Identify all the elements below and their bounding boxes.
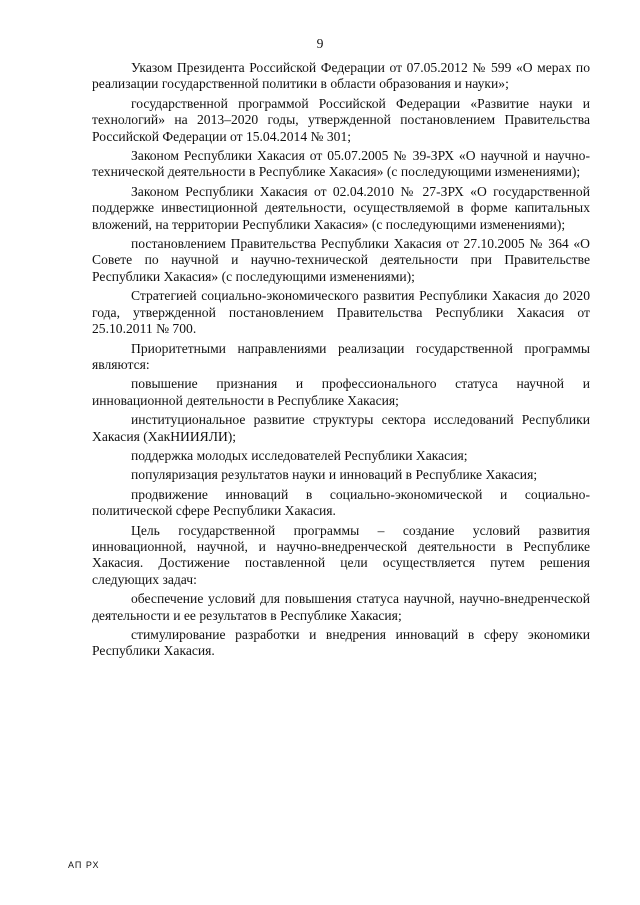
paragraph: поддержка молодых исследователей Республики Хакасия; — [131, 447, 468, 463]
paragraph: постановлением Правительства Республики Хакасия от 27.10.2005 № 364 «О Совете по научной и научно-технической деятельности при Правительстве Республики Хакасия» (с последующими изменениями); — [92, 236, 590, 284]
paragraph: Законом Республики Хакасия от 02.04.2010 № 27-ЗРХ «О государственной поддержке инвестиционной деятельности, осуществляемой в форме капитальных вложений, на территории Республики Хакасия» (с последующими изменениями); — [92, 183, 590, 232]
paragraph: продвижение инноваций в социально-экономической и социально-политической сфере Республики Хакасия. — [92, 486, 590, 519]
paragraph: повышение признания и профессионального статуса научной и инновационной деятельности в Республике Хакасия; — [92, 376, 590, 408]
paragraph: Цель государственной программы – создание условий развития инновационной, научной, и научно-внедренческой деятельности в Республике Хакасия. Достижение поставленной цели осуществляется путем решения следующих задач: — [92, 522, 590, 587]
paragraph: государственной программой Российской Федерации «Развитие науки и технологий» на 2013–2020 годы, утвержденной постановлением Правительства Российской Федерации от 15.04.2014 № 301; — [92, 95, 590, 144]
paragraph: Указом Президента Российской Федерации от 07.05.2012 № 599 «О мерах по реализации государственной политики в области образования и науки»; — [92, 60, 590, 92]
paragraph: популяризация результатов науки и инноваций в Республике Хакасия; — [131, 467, 538, 483]
paragraph: стимулирование разработки и внедрения инноваций в сферу экономики Республики Хакасия. — [92, 627, 590, 659]
paragraph: Приоритетными направлениями реализации государственной программы являются: — [92, 340, 590, 372]
paragraph: институциональное развитие структуры сектора исследований Республики Хакасия (ХакНИИЯЛИ); — [92, 412, 590, 444]
document-body — [92, 60, 590, 663]
footer-mark: АП РХ — [68, 860, 100, 870]
page-number: 9 — [316, 36, 324, 51]
paragraph: Законом Республики Хакасия от 05.07.2005 № 39-ЗРХ «О научной и научно-технической деятельности в Республике Хакасия» (с последующими изменениями); — [92, 148, 590, 180]
paragraph: Стратегией социально-экономического развития Республики Хакасия до 2020 года, утвержденной постановлением Правительства Республики Хакасия от 25.10.2011 № 700. — [92, 288, 590, 337]
paragraph: обеспечение условий для повышения статуса научной, научно-внедренческой деятельности и ее результатов в Республике Хакасия; — [92, 591, 590, 623]
